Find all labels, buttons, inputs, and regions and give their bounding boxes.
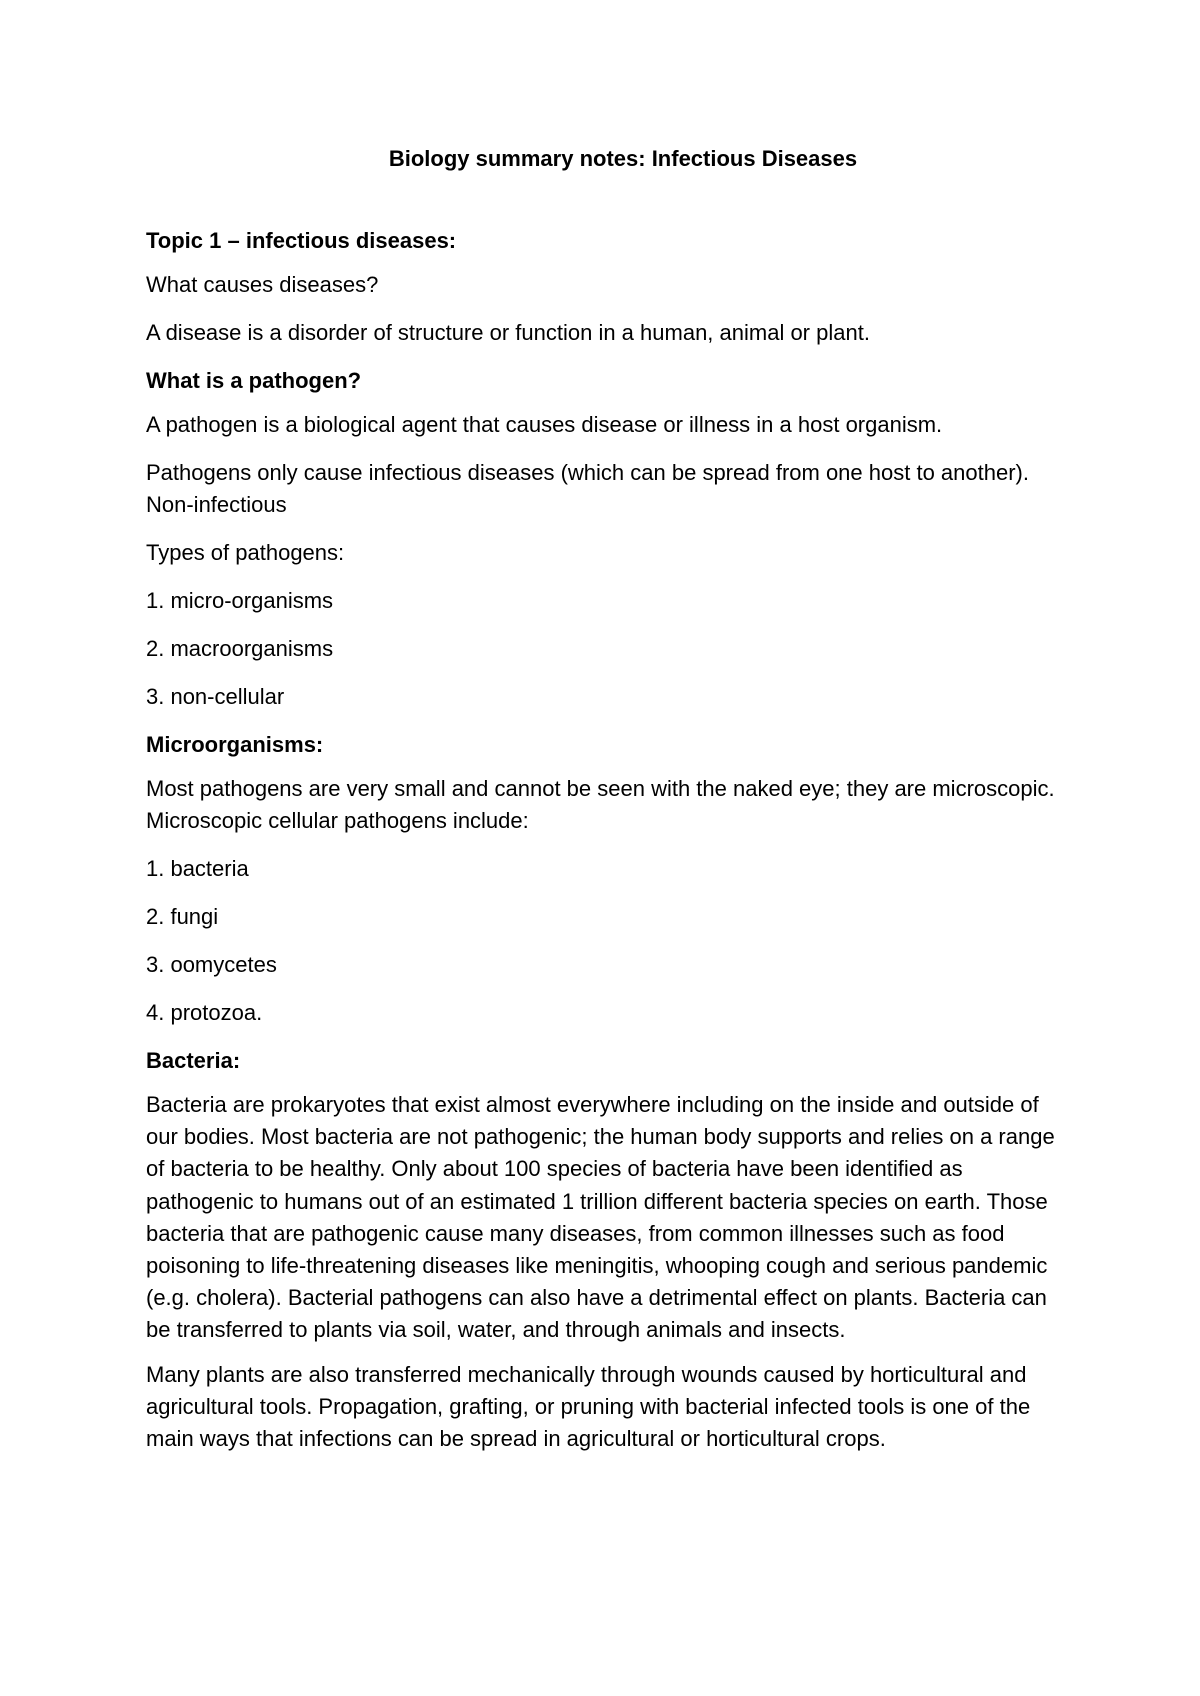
list-item: 3. non-cellular — [146, 684, 285, 709]
pathogen-definition: A pathogen is a biological agent that causes disease or illness in a host organism. — [146, 412, 943, 437]
list-item: 1. micro-organisms — [146, 588, 334, 613]
list-item: 2. fungi — [146, 904, 219, 929]
bacteria-paragraph-2: Many plants are also transferred mechanically through wounds caused by horticultural and agricultural tools. Propagation, grafting, or pruning with bacterial infected tools is one of the main ways that infections can be spread in agricultural or horticultural crops. — [146, 1361, 1031, 1452]
pathogen-heading: What is a pathogen? — [146, 368, 362, 393]
types-of-pathogens-label: Types of pathogens: — [146, 540, 345, 565]
list-item: 3. oomycetes — [146, 952, 277, 977]
what-causes-question: What causes diseases? — [146, 272, 379, 297]
bacteria-paragraph-1: Bacteria are prokaryotes that exist almost everywhere including on the inside and outside of our bodies. Most bacteria are not pathogenic; the human body supports and relies on a range of bacteria to be healthy. Only about 100 species of bacteria have been identified as pathogenic to humans out of an estimated 1 trillion different bacteria species on earth. Those bacteria that are pathogenic cause many diseases, from common illnesses such as food poisoning to life-threatening diseases like meningitis, whooping cough and serious pandemic (e.g. cholera). Bacterial pathogens can also have a detrimental effect on plants. Bacteria can be transferred to plants via soil, water, and through animals and insects. — [146, 1092, 1055, 1343]
microorganisms-text: Most pathogens are very small and cannot be seen with the naked eye; they are microscopic. Microscopic cellular pathogens include: — [146, 776, 1055, 833]
topic-1-heading: Topic 1 – infectious diseases: — [146, 228, 457, 253]
bacteria-heading: Bacteria: — [146, 1048, 241, 1073]
list-item: 2. macroorganisms — [146, 636, 334, 661]
list-item: 1. bacteria — [146, 856, 249, 881]
microorganisms-heading: Microorganisms: — [146, 732, 324, 757]
document-title: Biology summary notes: Infectious Diseases — [388, 146, 858, 171]
pathogens-infectious-text: Pathogens only cause infectious diseases (which can be spread from one host to another). Non-infectious — [146, 460, 1029, 517]
disease-definition: A disease is a disorder of structure or function in a human, animal or plant. — [146, 320, 870, 345]
list-item: 4. protozoa. — [146, 1000, 263, 1025]
